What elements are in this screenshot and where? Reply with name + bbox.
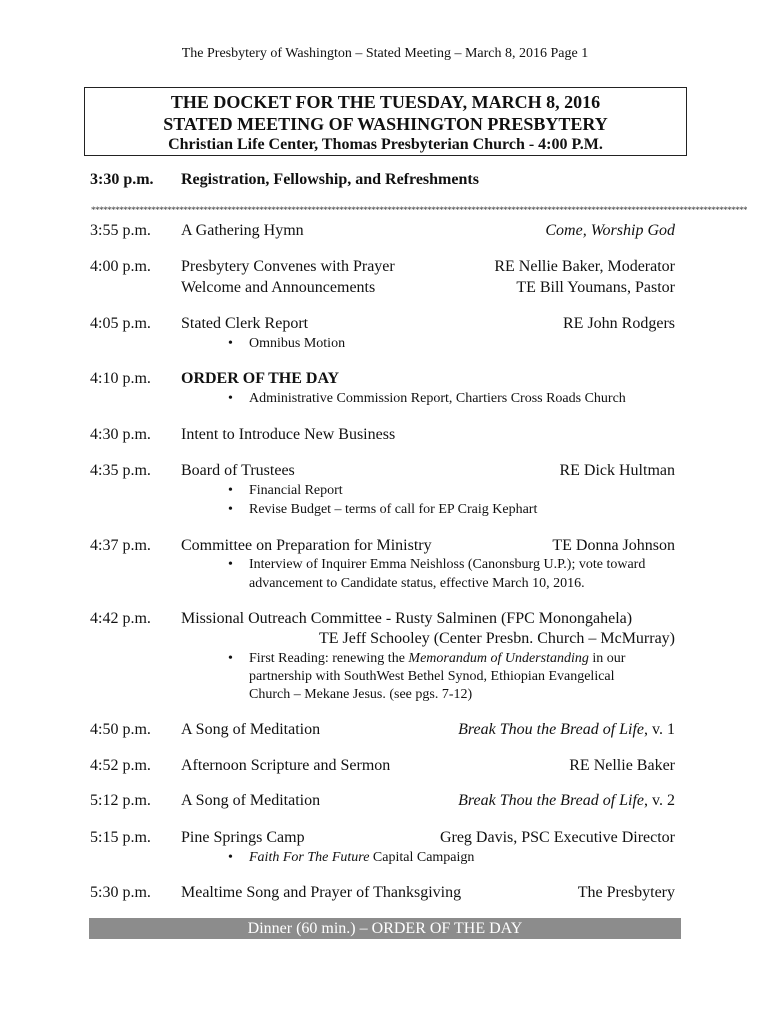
welcome-item: Welcome and Announcements <box>181 279 376 296</box>
outreach-bullet-pre: First Reading: renewing the <box>249 651 409 666</box>
trustees-name: RE Dick Hultman <box>559 462 675 479</box>
song2-verse: , v. 2 <box>644 792 675 809</box>
cpm-bullet-line-1: Interview of Inquirer Emma Neishloss (Canonsburg U.P.); vote toward <box>249 557 646 572</box>
convene-time: 4:00 p.m. <box>90 258 151 275</box>
mealtime-time: 5:30 p.m. <box>90 884 151 901</box>
song2-title <box>458 792 675 810</box>
hymn-item: A Gathering Hymn <box>181 222 304 239</box>
song1-time: 4:50 p.m. <box>90 721 151 738</box>
order-time: 4:10 p.m. <box>90 370 151 387</box>
bullet-icon: • <box>228 850 233 865</box>
camp-item: Pine Springs Camp <box>181 829 305 846</box>
mealtime-item: Mealtime Song and Prayer of Thanksgiving <box>181 884 462 901</box>
outreach-bullet-line-3: Church – Mekane Jesus. (see pgs. 7-12) <box>249 687 473 702</box>
convene-item: Presbytery Convenes with Prayer <box>181 258 395 275</box>
camp-director: Greg Davis, PSC Executive Director <box>439 829 675 846</box>
intent-time: 4:30 p.m. <box>90 426 151 443</box>
intent-item: Intent to Introduce New Business <box>181 426 396 443</box>
bullet-icon: • <box>228 651 233 666</box>
separator-line: ******************************************************************************************************************************************************************** <box>91 205 747 215</box>
outreach-time: 4:42 p.m. <box>90 610 151 627</box>
cpm-time: 4:37 p.m. <box>90 537 151 554</box>
outreach-bullet-line-1 <box>249 651 625 667</box>
sermon-name: RE Nellie Baker <box>569 757 675 774</box>
cpm-item: Committee on Preparation for Ministry <box>181 537 432 554</box>
hymn-title: Come, Worship God <box>545 222 675 239</box>
title-box <box>84 87 687 156</box>
memorandum-title: Memorandum of Understanding <box>408 651 589 666</box>
song2-time: 5:12 p.m. <box>90 792 151 809</box>
campaign-rest: Capital Campaign <box>369 850 475 865</box>
bullet-icon: • <box>228 336 233 351</box>
bullet-icon: • <box>228 502 233 517</box>
title-location: Christian Life Center, Thomas Presbyterian Church - 4:00 P.M. <box>168 136 603 153</box>
clerk-time: 4:05 p.m. <box>90 315 151 332</box>
bullet-icon: • <box>228 557 233 572</box>
song1-title <box>458 721 675 739</box>
mealtime-name: The Presbytery <box>577 884 675 901</box>
outreach-item-2: TE Jeff Schooley (Center Presbn. Church – McMurray) <box>318 630 675 647</box>
cpm-bullet-line-2: advancement to Candidate status, effective March 10, 2016. <box>249 576 585 591</box>
bullet-icon: • <box>228 391 233 406</box>
clerk-bullet: Omnibus Motion <box>249 336 346 351</box>
title-line-2: STATED MEETING OF WASHINGTON PRESBYTERY <box>163 114 608 134</box>
song1-hymn: Break Thou the Bread of Life <box>458 721 645 738</box>
camp-time: 5:15 p.m. <box>90 829 151 846</box>
outreach-bullet-post: in our <box>588 651 626 666</box>
song2-item: A Song of Meditation <box>181 792 321 809</box>
sermon-time: 4:52 p.m. <box>90 757 151 774</box>
cpm-name: TE Donna Johnson <box>552 537 675 554</box>
song2-hymn: Break Thou the Bread of Life <box>458 792 645 809</box>
moderator-name: RE Nellie Baker, Moderator <box>494 258 675 275</box>
registration-item: Registration, Fellowship, and Refreshments <box>181 171 479 188</box>
pastor-name: TE Bill Youmans, Pastor <box>516 279 675 296</box>
order-item: ORDER OF THE DAY <box>181 370 340 387</box>
clerk-name: RE John Rodgers <box>563 315 675 332</box>
camp-bullet <box>249 850 474 866</box>
registration-time: 3:30 p.m. <box>90 171 154 188</box>
song1-item: A Song of Meditation <box>181 721 321 738</box>
dinner-banner: Dinner (60 min.) – ORDER OF THE DAY <box>89 918 681 939</box>
page-header: The Presbytery of Washington – Stated Meeting – March 8, 2016 Page 1 <box>181 46 589 61</box>
campaign-name: Faith For The Future <box>249 850 370 865</box>
bullet-icon: • <box>228 483 233 498</box>
hymn-time: 3:55 p.m. <box>90 222 151 239</box>
outreach-item: Missional Outreach Committee - Rusty Salminen (FPC Monongahela) <box>181 610 633 627</box>
trustees-bullet-1: Financial Report <box>249 483 343 498</box>
clerk-item: Stated Clerk Report <box>181 315 309 332</box>
order-bullet: Administrative Commission Report, Chartiers Cross Roads Church <box>249 391 626 406</box>
trustees-bullet-2: Revise Budget – terms of call for EP Craig Kephart <box>249 502 538 517</box>
trustees-item: Board of Trustees <box>181 462 295 479</box>
outreach-bullet-line-2: partnership with SouthWest Bethel Synod, Ethiopian Evangelical <box>249 669 615 684</box>
song1-verse: , v. 1 <box>644 721 675 738</box>
title-line-1: THE DOCKET FOR THE TUESDAY, MARCH 8, 2016 <box>170 92 601 112</box>
sermon-item: Afternoon Scripture and Sermon <box>181 757 391 774</box>
trustees-time: 4:35 p.m. <box>90 462 151 479</box>
